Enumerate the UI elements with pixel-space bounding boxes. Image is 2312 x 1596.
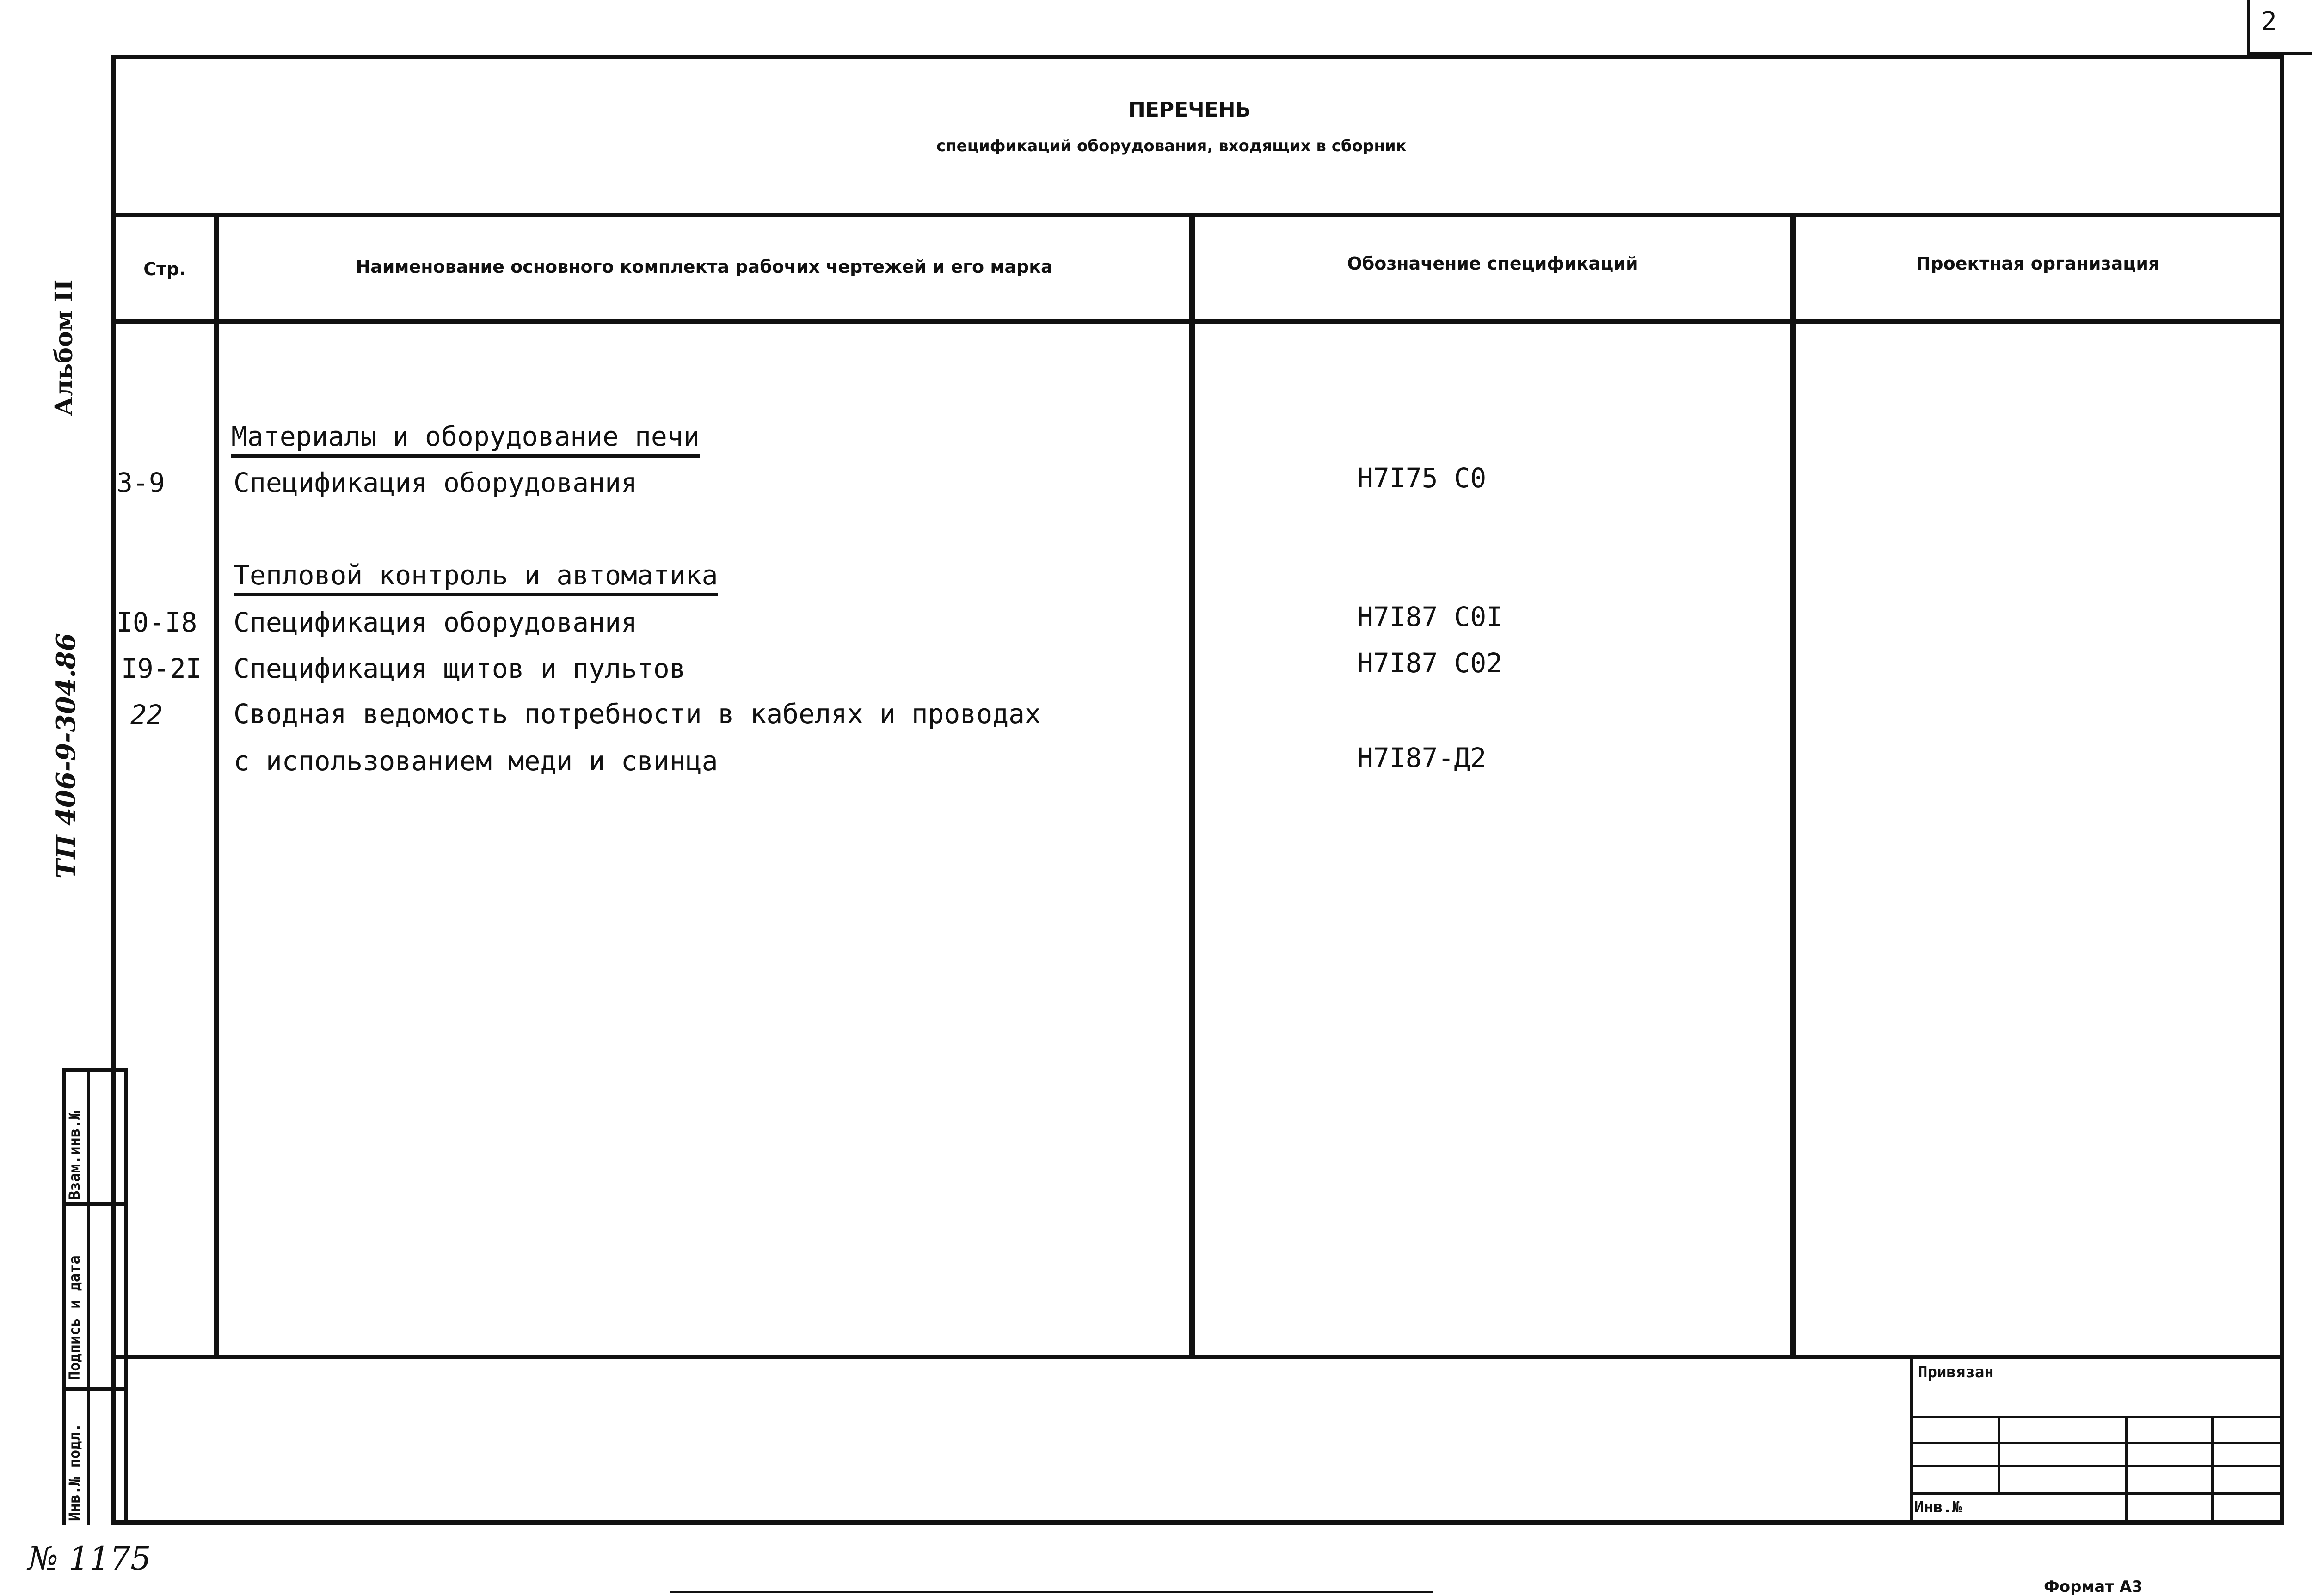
title-block-col-3 — [2211, 1416, 2214, 1522]
format-label: Формат А3 — [2044, 1578, 2143, 1596]
frame-top — [111, 55, 2284, 59]
frame-bottom — [111, 1520, 2284, 1525]
title-block-col-1 — [1998, 1416, 2000, 1492]
stamp-sep-1 — [62, 1202, 128, 1206]
stamp-label-replace: Взам.инв.№ — [66, 1111, 83, 1200]
header-page: Стр. — [143, 259, 186, 279]
row-name: Спецификация оборудования — [234, 467, 637, 498]
frame-right — [2280, 55, 2284, 1525]
row-designation: Н7I87 С0I — [1357, 601, 1503, 632]
col-divider-2 — [1189, 213, 1195, 1358]
document-subtitle: спецификаций оборудования, входящих в сборник — [936, 137, 1407, 155]
sheet-number: 2 — [2261, 6, 2277, 37]
title-block-inv: Инв.№ — [1914, 1498, 1962, 1516]
header-designation: Обозначение спецификаций — [1347, 253, 1638, 274]
title-block-rule-4 — [1912, 1492, 2280, 1495]
frame-left — [111, 55, 116, 1525]
stamp-top — [62, 1068, 128, 1072]
bottom-line — [670, 1591, 1433, 1593]
table-header-bottom — [116, 319, 2280, 324]
row-page: 3-9 — [117, 467, 165, 498]
title-block-rule-2 — [1912, 1442, 2280, 1444]
document-title: ПЕРЕЧЕНЬ — [1128, 98, 1251, 122]
sheet-number-box-left — [2247, 0, 2250, 55]
title-block-left — [1910, 1357, 1913, 1522]
row-designation: Н7I87-Д2 — [1357, 742, 1487, 773]
stamp-sep-2 — [62, 1387, 128, 1391]
row-page: 22 — [130, 699, 163, 730]
row-name: Сводная ведомость потребности в кабелях и проводах — [234, 698, 1041, 730]
header-organization: Проектная организация — [1916, 253, 2160, 274]
section-heading: Материалы и оборудование печи — [231, 421, 700, 458]
row-designation: Н7I87 С02 — [1357, 647, 1503, 679]
stamp-label-inventory: Инв.№ подл. — [66, 1423, 83, 1521]
col-divider-3 — [1790, 213, 1796, 1358]
album-label: Альбом II — [50, 279, 78, 416]
row-page: I0-I8 — [117, 607, 197, 638]
title-block-rule-3 — [1912, 1465, 2280, 1467]
title-block-col-2 — [2125, 1416, 2128, 1522]
stamp-outer-right — [124, 1068, 128, 1525]
col-divider-1 — [214, 217, 219, 1358]
row-name: Спецификация щитов и пультов — [234, 653, 686, 684]
title-block-rule-1 — [1912, 1416, 2280, 1418]
title-block-bound: Привязан — [1918, 1363, 1994, 1381]
header-name: Наименование основного комплекта рабочих чертежей и его марка — [356, 257, 1053, 277]
section-heading: Тепловой контроль и автоматика — [234, 559, 718, 596]
table-body-bottom — [116, 1355, 2280, 1359]
stamp-divider — [87, 1068, 90, 1525]
handwritten-number: № 1175 — [28, 1540, 151, 1578]
row-name: с использованием меди и свинца — [234, 745, 718, 777]
stamp-label-signature: Подпись и дата — [66, 1255, 83, 1380]
row-page: I9-2I — [121, 653, 202, 684]
row-name: Спецификация оборудования — [234, 607, 637, 638]
row-designation: Н7I75 С0 — [1357, 462, 1487, 494]
table-header-top — [116, 213, 2280, 217]
project-code: ТП 406-9-304.86 — [51, 633, 81, 878]
